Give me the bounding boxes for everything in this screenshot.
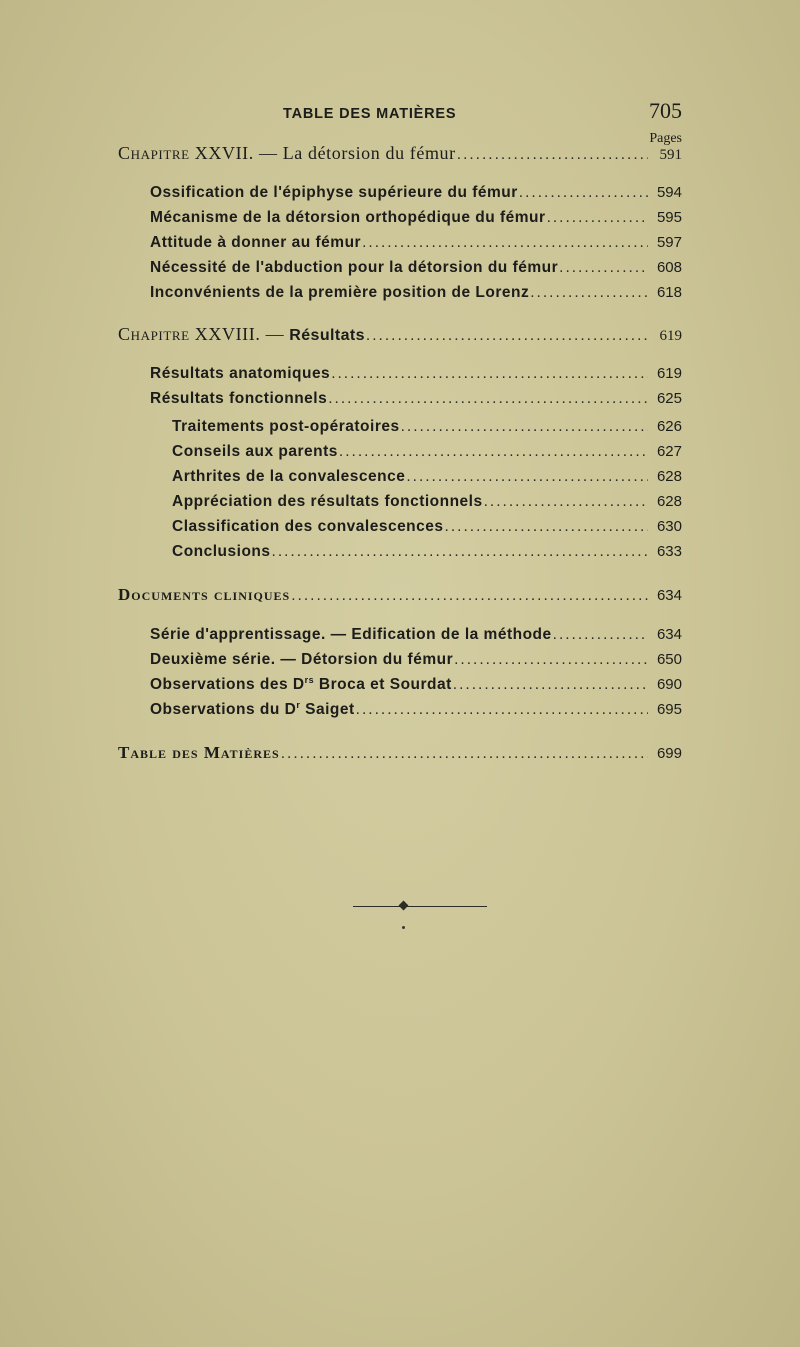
page-ref: 626	[656, 418, 682, 435]
page-number: 705	[649, 98, 682, 123]
page-ref: 633	[656, 543, 682, 560]
toc-subentry: Traitements post-opératoires ..... 626	[0, 418, 682, 436]
page-ref: 594	[656, 184, 682, 201]
toc-subentry: Arthrites de la convalescence ..... 628	[0, 468, 682, 486]
pages-column-label: Pages	[649, 131, 682, 146]
toc-entry: Attitude à donner au fémur ..... 597	[0, 234, 682, 252]
page-ref: 595	[656, 209, 682, 226]
toc-entry: Résultats anatomiques ..... 619	[0, 365, 682, 383]
toc-entry: Résultats fonctionnels ..... 625	[0, 390, 682, 408]
page-ref: 619	[659, 328, 682, 344]
page-ref: 690	[656, 676, 682, 693]
toc-entry: Série d'apprentissage. — Edification de la méthode ..... 634	[0, 626, 682, 644]
page-ref: 699	[656, 745, 682, 762]
page-ref: 634	[656, 626, 682, 643]
page-ref: 597	[656, 234, 682, 251]
toc-chapter-27: Chapitre XXVII. — La détorsion du fémur ..... 591	[0, 143, 682, 164]
page-ref: 695	[656, 701, 682, 718]
chapter-prefix: Chapitre XXVII.	[118, 143, 254, 163]
running-header	[283, 98, 682, 124]
toc-chapter-28: Chapitre XXVIII. — Résultats ..... 619	[0, 324, 682, 345]
toc-subentry: Conclusions ..... 633	[0, 543, 682, 561]
toc-entry: Mécanisme de la détorsion orthopédique du fémur ..... 595	[0, 209, 682, 227]
diamond-ornament-icon	[399, 901, 409, 911]
page-ref: 625	[656, 390, 682, 407]
toc-entry: Inconvénients de la première position de Lorenz ..... 618	[0, 284, 682, 302]
page-ref: 630	[656, 518, 682, 535]
toc-section-table: Table des Matières ..... 699	[0, 743, 682, 763]
page-ref: 650	[656, 651, 682, 668]
page-ref: 608	[656, 259, 682, 276]
page-ref: 634	[656, 587, 682, 604]
toc-subentry: Classification des convalescences ..... 630	[0, 518, 682, 536]
chapter-prefix: Chapitre XXVIII.	[118, 324, 261, 344]
page-ref: 628	[656, 493, 682, 510]
page-ref: 591	[659, 147, 682, 163]
toc-section-documents: Documents cliniques ..... 634	[0, 585, 682, 605]
dot-mark	[402, 926, 405, 929]
toc-entry: Deuxième série. — Détorsion du fémur ..... 650	[0, 651, 682, 669]
toc-entry: Observations des $D^{rs}$ Broca et Sourdat ..... 690	[0, 676, 682, 694]
page-ref: 619	[656, 365, 682, 382]
toc-entry: Nécessité de l'abduction pour la détorsion du fémur ..... 608	[0, 259, 682, 277]
chapter-title: La détorsion du fémur	[282, 143, 456, 163]
end-ornament-rule	[353, 905, 487, 909]
toc-subentry: Conseils aux parents ..... 627	[0, 443, 682, 461]
toc-subentry: Appréciation des résultats fonctionnels ..... 628	[0, 493, 682, 511]
chapter-title: Résultats	[289, 327, 365, 344]
page-ref: 618	[656, 284, 682, 301]
page-ref: 628	[656, 468, 682, 485]
page-ref: 627	[656, 443, 682, 460]
header-title: TABLE DES MATIÈRES	[283, 106, 457, 122]
toc-entry: Observations du $D^r$ Saiget ..... 695	[0, 701, 682, 719]
toc-entry: Ossification de l'épiphyse supérieure du fémur ..... 594	[0, 184, 682, 202]
